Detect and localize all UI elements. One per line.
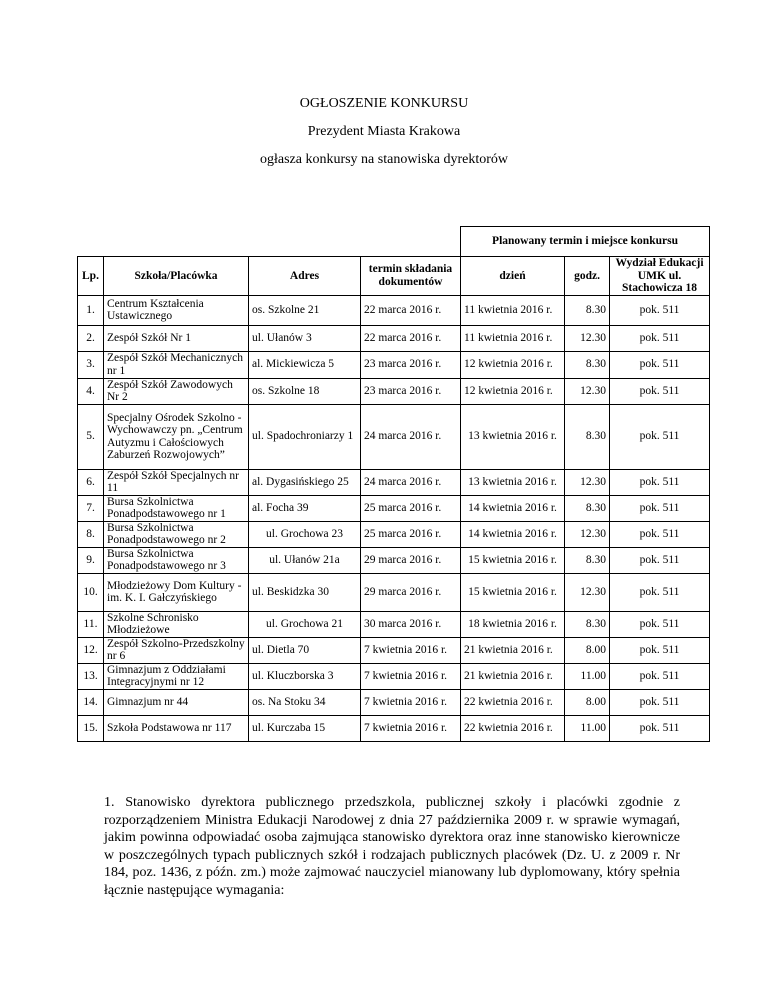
cell-place: pok. 511 <box>610 573 710 611</box>
table-row <box>78 611 710 637</box>
table-body <box>78 295 710 741</box>
cell-lp: 10. <box>78 573 104 611</box>
cell-lp: 2. <box>78 325 104 351</box>
cell-deadline: 25 marca 2016 r. <box>361 495 461 521</box>
cell-school: Bursa Szkolnictwa Ponadpodstawowego nr 1 <box>104 495 249 521</box>
table-row <box>78 547 710 573</box>
cell-school: Gimnazjum nr 44 <box>104 689 249 715</box>
cell-address: al. Focha 39 <box>249 495 361 521</box>
cell-day: 14 kwietnia 2016 r. <box>461 521 565 547</box>
schedule-group-header: Planowany termin i miejsce konkursu <box>461 227 710 257</box>
cell-lp: 7. <box>78 495 104 521</box>
table-row <box>78 469 710 495</box>
cell-lp: 6. <box>78 469 104 495</box>
cell-deadline: 24 marca 2016 r. <box>361 469 461 495</box>
table-row <box>78 351 710 378</box>
cell-day: 12 kwietnia 2016 r. <box>461 378 565 404</box>
cell-time: 8.30 <box>565 611 610 637</box>
subtitle-line: ogłasza konkursy na stanowiska dyrektorów <box>259 152 509 167</box>
cell-lp: 5. <box>78 404 104 469</box>
cell-address: os. Szkolne 18 <box>249 378 361 404</box>
cell-lp: 4. <box>78 378 104 404</box>
competition-table <box>77 226 710 742</box>
cell-deadline: 24 marca 2016 r. <box>361 404 461 469</box>
cell-address: ul. Grochowa 21 <box>249 611 361 637</box>
col-header-place: Wydział Edukacji UMK ul. Stachowicza 18 <box>610 257 710 296</box>
cell-time: 11.00 <box>565 715 610 741</box>
cell-lp: 3. <box>78 351 104 378</box>
cell-time: 8.00 <box>565 689 610 715</box>
cell-day: 14 kwietnia 2016 r. <box>461 495 565 521</box>
cell-lp: 9. <box>78 547 104 573</box>
col-header-time: godz. <box>565 257 610 296</box>
issuer-line: Prezydent Miasta Krakowa <box>307 124 461 139</box>
table-row <box>78 404 710 469</box>
cell-place: pok. 511 <box>610 547 710 573</box>
cell-address: ul. Grochowa 23 <box>249 521 361 547</box>
cell-place: pok. 511 <box>610 325 710 351</box>
table-row <box>78 637 710 663</box>
cell-school: Młodzieżowy Dom Kultury - im. K. I. Gałczyńskiego <box>104 573 249 611</box>
cell-deadline: 7 kwietnia 2016 r. <box>361 715 461 741</box>
cell-place: pok. 511 <box>610 689 710 715</box>
cell-deadline: 30 marca 2016 r. <box>361 611 461 637</box>
requirements-paragraph: 1. Stanowisko dyrektora publicznego przedszkola, publicznej szkoły i placówki zgodnie z rozporządzeniem Ministra Edukacji Narodowej z dnia 27 października 2009 r. w sprawie wymagań, jakim powinna odpowiadać osoba zajmująca stanowisko dyrektora oraz inne stanowisko kierownicze w poszczególnych typach publicznych szkół i rodzajach publicznych placówek (Dz. U. z 2009 r. Nr 184, poz. 1436, z późn. zm.) może zajmować nauczyciel mianowany lub dyplomowany, który spełnia łącznie następujące wymagania: <box>104 795 680 898</box>
cell-school: Gimnazjum z Oddziałami Integracyjnymi nr 12 <box>104 663 249 689</box>
cell-place: pok. 511 <box>610 715 710 741</box>
cell-place: pok. 511 <box>610 351 710 378</box>
cell-address: ul. Kurczaba 15 <box>249 715 361 741</box>
cell-deadline: 29 marca 2016 r. <box>361 573 461 611</box>
cell-time: 12.30 <box>565 325 610 351</box>
cell-deadline: 25 marca 2016 r. <box>361 521 461 547</box>
cell-school: Zespół Szkół Zawodowych Nr 2 <box>104 378 249 404</box>
cell-address: al. Mickiewicza 5 <box>249 351 361 378</box>
cell-place: pok. 511 <box>610 495 710 521</box>
cell-lp: 12. <box>78 637 104 663</box>
table-row <box>78 573 710 611</box>
cell-time: 11.00 <box>565 663 610 689</box>
cell-lp: 13. <box>78 663 104 689</box>
cell-place: pok. 511 <box>610 521 710 547</box>
cell-time: 12.30 <box>565 521 610 547</box>
cell-school: Specjalny Ośrodek Szkolno - Wychowawczy pn. „Centrum Autyzmu i Całościowych Zaburzeń Rozwojowych” <box>104 404 249 469</box>
cell-deadline: 22 marca 2016 r. <box>361 295 461 325</box>
cell-time: 8.00 <box>565 637 610 663</box>
cell-address: os. Szkolne 21 <box>249 295 361 325</box>
table-row <box>78 295 710 325</box>
cell-time: 8.30 <box>565 495 610 521</box>
cell-day: 12 kwietnia 2016 r. <box>461 351 565 378</box>
cell-lp: 15. <box>78 715 104 741</box>
cell-address: ul. Kluczborska 3 <box>249 663 361 689</box>
cell-lp: 1. <box>78 295 104 325</box>
table-row <box>78 521 710 547</box>
cell-day: 15 kwietnia 2016 r. <box>461 547 565 573</box>
cell-school: Zespół Szkół Nr 1 <box>104 325 249 351</box>
cell-address: ul. Ułanów 21a <box>249 547 361 573</box>
cell-place: pok. 511 <box>610 378 710 404</box>
cell-lp: 11. <box>78 611 104 637</box>
table-row <box>78 325 710 351</box>
cell-day: 22 kwietnia 2016 r. <box>461 715 565 741</box>
cell-place: pok. 511 <box>610 611 710 637</box>
cell-day: 11 kwietnia 2016 r. <box>461 325 565 351</box>
cell-time: 8.30 <box>565 351 610 378</box>
cell-day: 15 kwietnia 2016 r. <box>461 573 565 611</box>
cell-time: 12.30 <box>565 469 610 495</box>
table-row <box>78 495 710 521</box>
cell-lp: 8. <box>78 521 104 547</box>
cell-day: 18 kwietnia 2016 r. <box>461 611 565 637</box>
cell-address: ul. Spadochroniarzy 1 <box>249 404 361 469</box>
cell-school: Zespół Szkół Mechanicznych nr 1 <box>104 351 249 378</box>
cell-place: pok. 511 <box>610 637 710 663</box>
cell-place: pok. 511 <box>610 295 710 325</box>
cell-address: al. Dygasińskiego 25 <box>249 469 361 495</box>
cell-school: Zespół Szkół Specjalnych nr 11 <box>104 469 249 495</box>
col-header-address: Adres <box>249 257 361 296</box>
cell-time: 8.30 <box>565 295 610 325</box>
cell-time: 12.30 <box>565 573 610 611</box>
cell-time: 8.30 <box>565 404 610 469</box>
col-header-day: dzień <box>461 257 565 296</box>
cell-deadline: 7 kwietnia 2016 r. <box>361 663 461 689</box>
cell-school: Szkoła Podstawowa nr 117 <box>104 715 249 741</box>
cell-address: ul. Dietla 70 <box>249 637 361 663</box>
cell-day: 11 kwietnia 2016 r. <box>461 295 565 325</box>
table-row <box>78 689 710 715</box>
cell-time: 8.30 <box>565 547 610 573</box>
table-row <box>78 663 710 689</box>
cell-day: 13 kwietnia 2016 r. <box>461 469 565 495</box>
cell-school: Bursa Szkolnictwa Ponadpodstawowego nr 2 <box>104 521 249 547</box>
cell-deadline: 29 marca 2016 r. <box>361 547 461 573</box>
cell-place: pok. 511 <box>610 404 710 469</box>
table-row <box>78 715 710 741</box>
cell-day: 21 kwietnia 2016 r. <box>461 637 565 663</box>
cell-address: ul. Beskidzka 30 <box>249 573 361 611</box>
cell-day: 21 kwietnia 2016 r. <box>461 663 565 689</box>
cell-address: ul. Ułanów 3 <box>249 325 361 351</box>
cell-school: Bursa Szkolnictwa Ponadpodstawowego nr 3 <box>104 547 249 573</box>
cell-place: pok. 511 <box>610 469 710 495</box>
cell-place: pok. 511 <box>610 663 710 689</box>
cell-address: os. Na Stoku 34 <box>249 689 361 715</box>
cell-deadline: 23 marca 2016 r. <box>361 351 461 378</box>
col-header-lp: Lp. <box>78 257 104 296</box>
cell-school: Szkolne Schronisko Młodzieżowe <box>104 611 249 637</box>
cell-deadline: 22 marca 2016 r. <box>361 325 461 351</box>
cell-time: 12.30 <box>565 378 610 404</box>
cell-day: 22 kwietnia 2016 r. <box>461 689 565 715</box>
table-row <box>78 378 710 404</box>
cell-deadline: 7 kwietnia 2016 r. <box>361 637 461 663</box>
cell-lp: 14. <box>78 689 104 715</box>
col-header-school: Szkoła/Placówka <box>104 257 249 296</box>
cell-school: Centrum Kształcenia Ustawicznego <box>104 295 249 325</box>
cell-deadline: 7 kwietnia 2016 r. <box>361 689 461 715</box>
cell-day: 13 kwietnia 2016 r. <box>461 404 565 469</box>
announcement-title: OGŁOSZENIE KONKURSU <box>299 96 469 111</box>
col-header-deadline: termin składania dokumentów <box>361 257 461 296</box>
cell-deadline: 23 marca 2016 r. <box>361 378 461 404</box>
cell-school: Zespół Szkolno-Przedszkolny nr 6 <box>104 637 249 663</box>
